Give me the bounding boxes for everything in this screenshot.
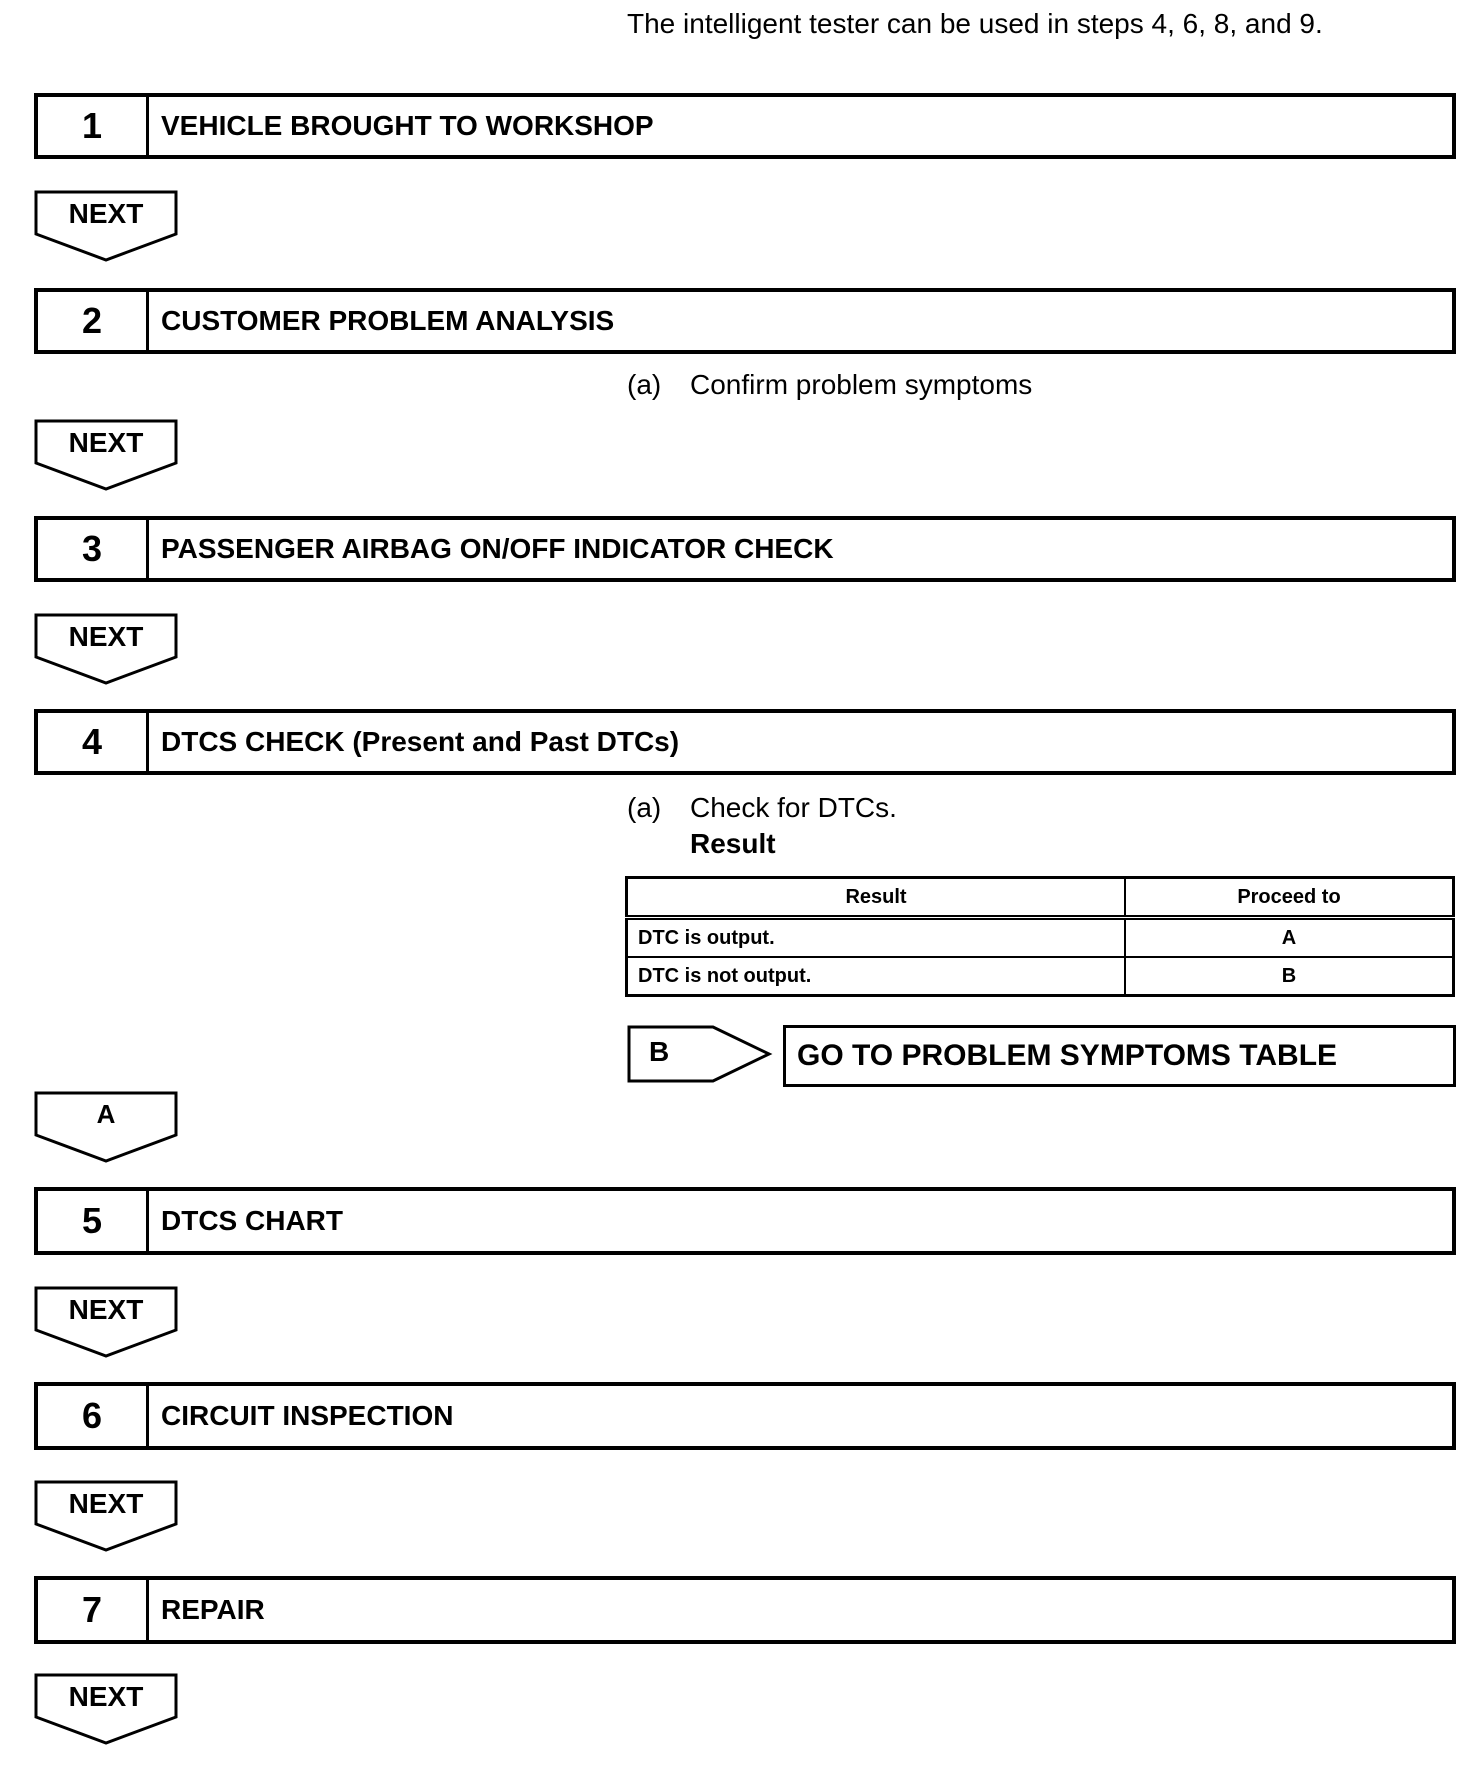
step2-sub-text: Confirm problem symptoms (690, 369, 1033, 400)
next-label: NEXT (68, 1294, 144, 1325)
step-number: 2 (38, 292, 149, 350)
step-title: VEHICLE BROUGHT TO WORKSHOP (161, 110, 654, 141)
next-label: NEXT (68, 1681, 144, 1712)
table-header-row (627, 878, 1454, 918)
branch-b-target: GO TO PROBLEM SYMPTOMS TABLE (783, 1025, 1456, 1087)
step-title: REPAIR (161, 1594, 265, 1625)
step-number: 7 (38, 1580, 149, 1640)
step-7 (34, 1576, 1456, 1644)
next-label: NEXT (68, 427, 144, 458)
a-label: A (96, 1099, 116, 1129)
step-number: 3 (38, 520, 149, 578)
next-arrow (34, 1673, 178, 1745)
next-label: NEXT (68, 1488, 144, 1519)
next-label: NEXT (68, 621, 144, 652)
step-5 (34, 1187, 1456, 1255)
step-title: DTCS CHART (161, 1205, 343, 1236)
next-arrow (34, 419, 178, 491)
header-result: Result (627, 878, 1126, 918)
proceed-cell: B (1125, 957, 1454, 996)
step4-sub-label: (a) (627, 792, 662, 823)
step2-sub-label: (a) (627, 369, 662, 400)
step-number: 1 (38, 97, 149, 155)
table-row (627, 957, 1454, 996)
step-2 (34, 288, 1456, 354)
step-title: CUSTOMER PROBLEM ANALYSIS (161, 305, 615, 336)
step-1 (34, 93, 1456, 159)
step-number: 6 (38, 1386, 149, 1446)
next-arrow (34, 1480, 178, 1552)
header-note: The intelligent tester can be used in steps 4, 6, 8, and 9. (627, 8, 1323, 39)
result-table (625, 876, 1455, 997)
header-proceed: Proceed to (1125, 878, 1454, 918)
step-6 (34, 1382, 1456, 1450)
branch-b-label: B (649, 1036, 670, 1067)
step-number: 5 (38, 1191, 149, 1251)
result-heading: Result (690, 828, 776, 859)
step-title: DTCS CHECK (Present and Past DTCs) (161, 726, 680, 757)
proceed-cell: A (1125, 918, 1454, 958)
next-arrow (34, 613, 178, 685)
result-cell: DTC is output. (627, 918, 1126, 958)
step-title: CIRCUIT INSPECTION (161, 1400, 454, 1431)
step-number: 4 (38, 713, 149, 771)
next-arrow (34, 1286, 178, 1358)
branch-b-arrow (627, 1025, 773, 1083)
step-title: PASSENGER AIRBAG ON/OFF INDICATOR CHECK (161, 533, 834, 564)
step-3 (34, 516, 1456, 582)
table-row (627, 918, 1454, 958)
next-label: NEXT (68, 198, 144, 229)
result-cell: DTC is not output. (627, 957, 1126, 996)
next-arrow (34, 190, 178, 262)
a-arrow (34, 1091, 178, 1163)
step4-sub-text: Check for DTCs. (690, 792, 897, 823)
step-4 (34, 709, 1456, 775)
